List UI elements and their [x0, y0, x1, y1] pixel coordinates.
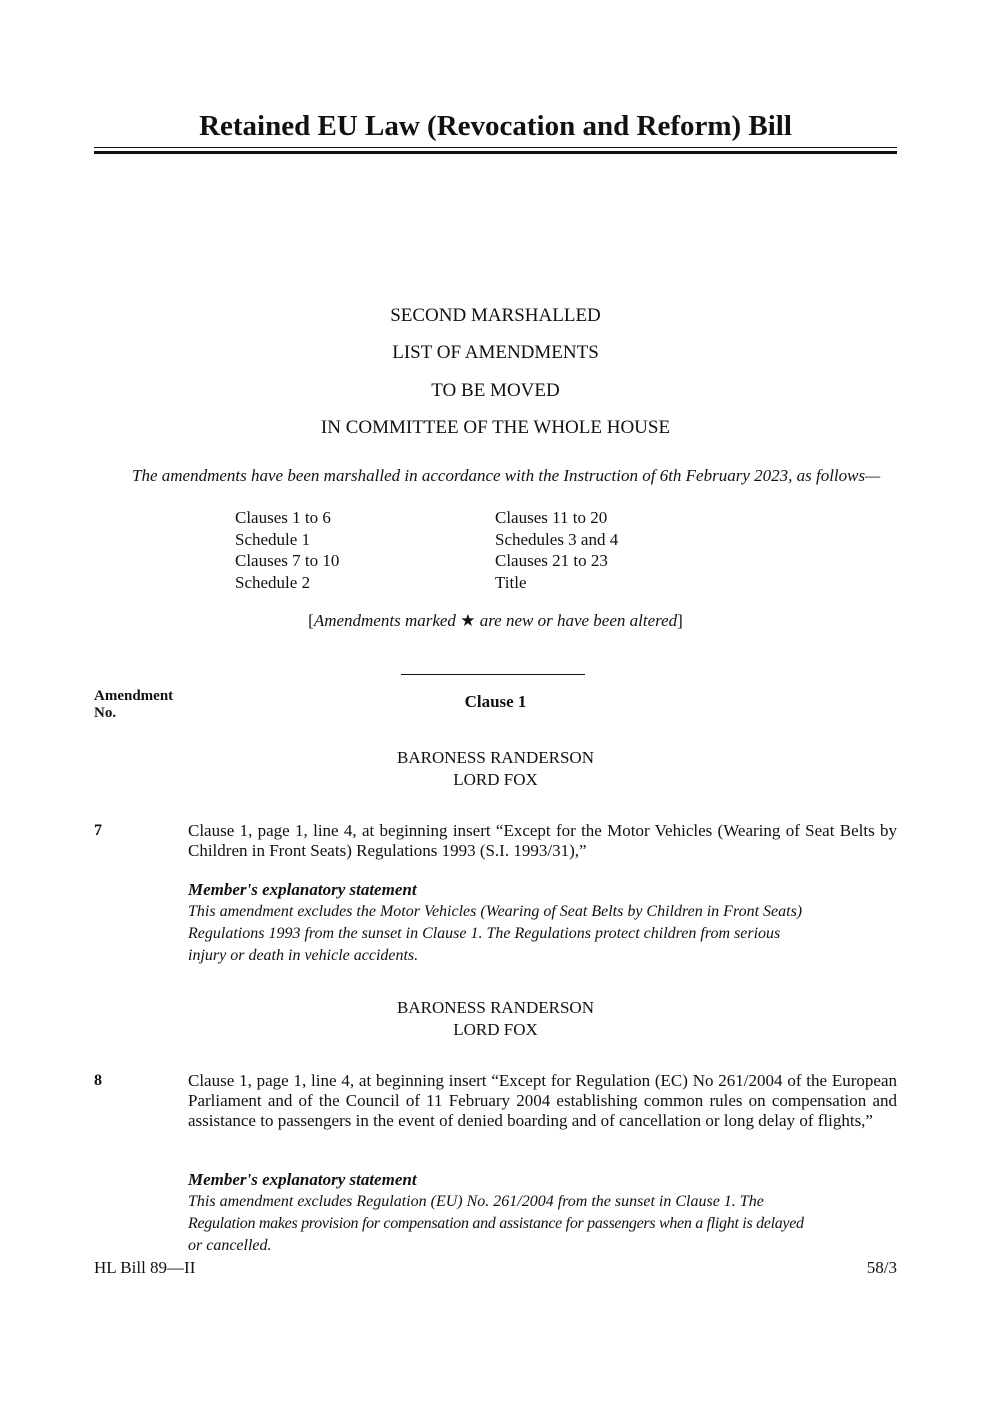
note-text-after: are new or have been altered — [475, 611, 678, 630]
marshalling-instruction: The amendments have been marshalled in accordance with the Instruction of 6th February 2023, as follows— — [132, 466, 881, 485]
amendment-text: Clause 1, page 1, line 4, at beginning insert “Except for the Motor Vehicles (Wearing of Seat Belts by Children in Front Seats) Regulations 1993 (S.I. 1993/31),” — [188, 821, 897, 860]
bill-reference: HL Bill 89—II — [94, 1258, 196, 1277]
order-item: Schedule 1 — [235, 529, 311, 549]
clause-heading: Clause 1 — [464, 692, 527, 711]
order-item: Schedules 3 and 4 — [495, 529, 619, 549]
marshalling-order-left — [235, 507, 339, 593]
explanatory-statement-title: Member's explanatory statement — [188, 1170, 417, 1189]
amendment-7-sponsors — [94, 747, 897, 791]
explanatory-line: injury or death in vehicle accidents. — [188, 947, 419, 964]
explanatory-line: Regulations 1993 from the sunset in Clause 1. The Regulations protect children from serious — [188, 925, 781, 942]
page-reference: 58/3 — [866, 1258, 897, 1277]
amendment-text: Clause 1, page 1, line 4, at beginning insert “Except for Regulation (EC) No 261/2004 of the European Parliament and of the Council of 11 February 2004 establishing common rules on compensation and assistance to passengers in the event of denied boarding and of cancellation or long delay of flights,” — [188, 1071, 897, 1130]
altered-amendments-note — [94, 610, 897, 632]
heading-line-1: SECOND MARSHALLED — [390, 305, 601, 326]
explanatory-line: This amendment excludes Regulation (EU) No. 261/2004 from the sunset in Clause 1. The — [188, 1193, 764, 1210]
title-rule-thin — [94, 147, 897, 148]
explanatory-statement-body — [188, 901, 897, 967]
order-item: Clauses 1 to 6 — [235, 508, 331, 527]
order-item: Title — [495, 572, 527, 592]
amendment-8-sponsors — [94, 997, 897, 1041]
explanatory-line: Regulation makes provision for compensation and assistance for passengers when a flight is delayed — [188, 1215, 804, 1232]
amendment-no-label-line1: Amendment — [94, 688, 174, 704]
amendment-number: 7 — [94, 822, 102, 839]
heading-line-3: TO BE MOVED — [431, 380, 560, 401]
sponsor-name: BARONESS RANDERSON — [397, 998, 594, 1017]
order-item: Clauses 21 to 23 — [495, 551, 608, 570]
order-item: Clauses 11 to 20 — [495, 508, 608, 527]
heading-line-4: IN COMMITTEE OF THE WHOLE HOUSE — [320, 417, 671, 438]
sponsor-name: BARONESS RANDERSON — [397, 748, 594, 767]
title-rule-thick — [94, 151, 897, 154]
bill-title: Retained EU Law (Revocation and Reform) Bill — [199, 110, 792, 142]
marshalling-order-right — [495, 507, 618, 593]
note-text-before: Amendments marked — [313, 611, 461, 630]
explanatory-line: or cancelled. — [188, 1237, 272, 1254]
order-item: Clauses 7 to 10 — [235, 551, 340, 570]
note-bracket-close: ] — [677, 611, 683, 630]
explanatory-statement-body — [188, 1191, 897, 1257]
amendment-number: 8 — [94, 1072, 102, 1089]
sponsor-name: LORD FOX — [453, 770, 538, 789]
note-bracket-open: [ — [308, 611, 314, 630]
sponsor-name: LORD FOX — [453, 1020, 538, 1039]
explanatory-line: This amendment excludes the Motor Vehicles (Wearing of Seat Belts by Children in Front Seats) — [188, 903, 803, 920]
explanatory-statement-title: Member's explanatory statement — [188, 880, 417, 899]
section-divider — [401, 674, 585, 675]
star-icon: ★ — [460, 611, 476, 630]
order-item: Schedule 2 — [235, 572, 311, 592]
heading-line-2: LIST OF AMENDMENTS — [392, 342, 599, 363]
amendment-no-label-line2: No. — [94, 705, 117, 721]
